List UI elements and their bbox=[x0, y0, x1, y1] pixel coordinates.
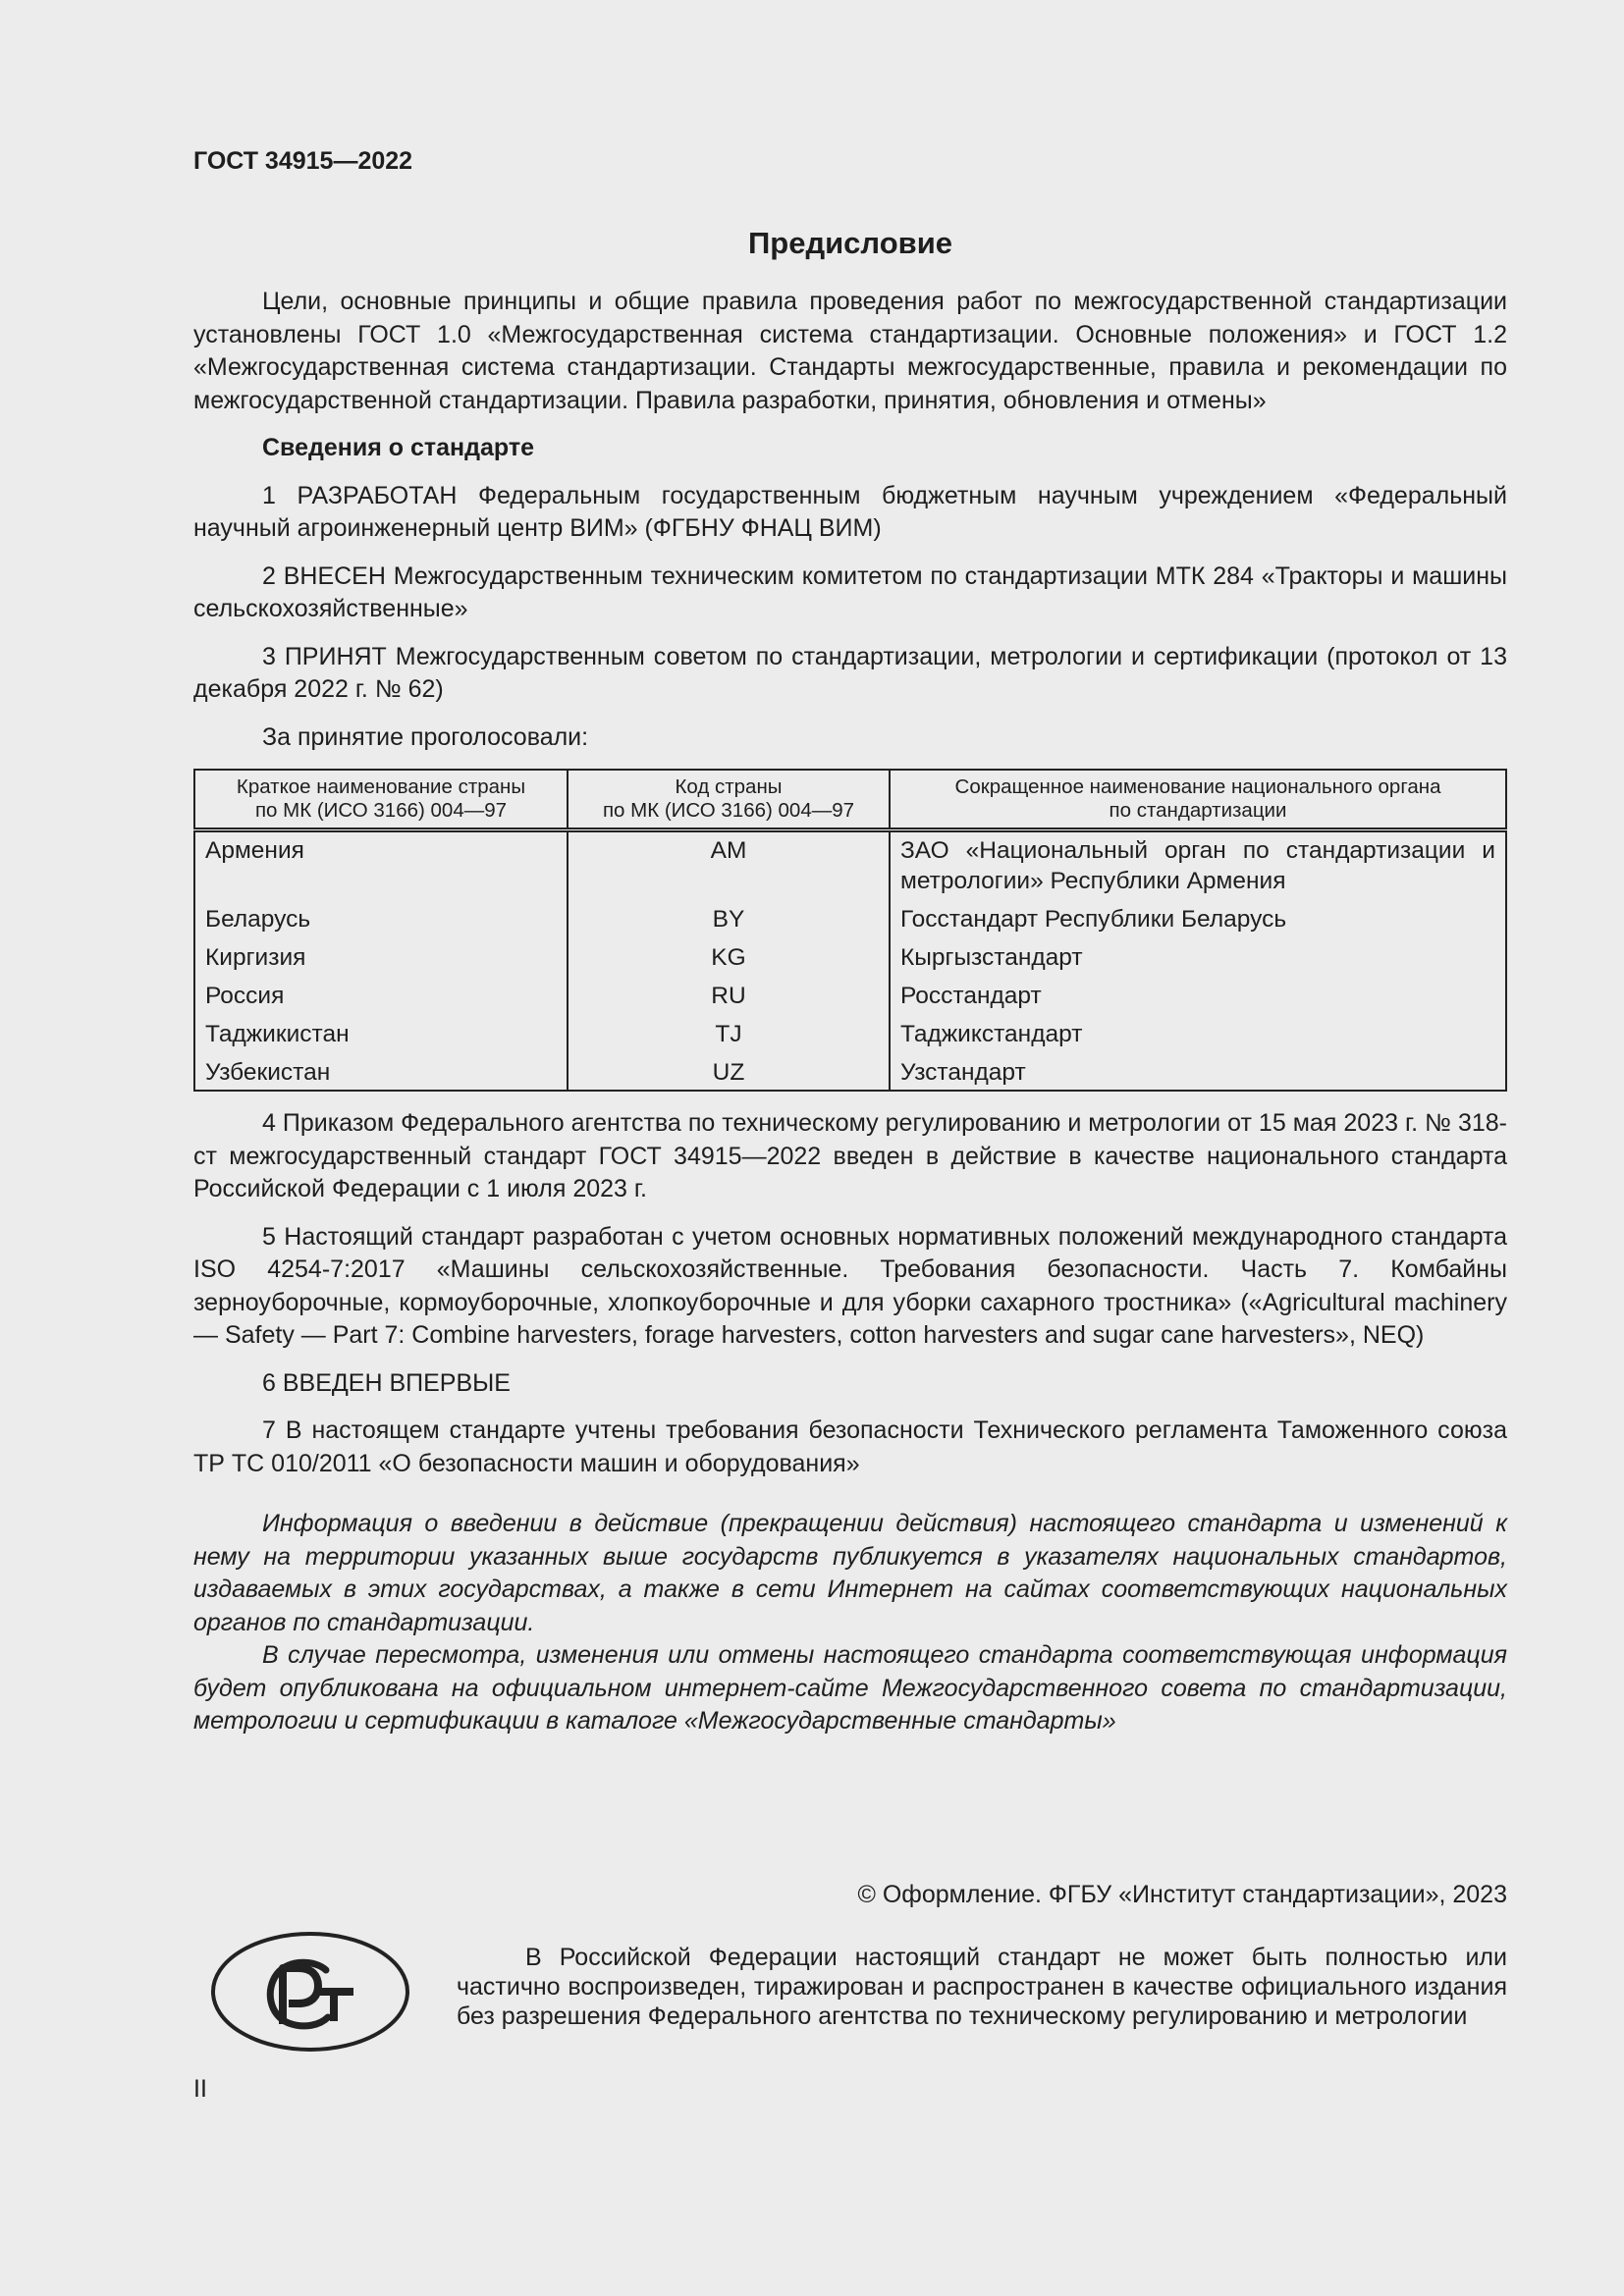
cell-code: TJ bbox=[568, 1011, 890, 1049]
page-title: Предисловие bbox=[747, 226, 952, 260]
table-header-row bbox=[194, 770, 1506, 830]
cell-body: Таджикстандарт bbox=[890, 1011, 1506, 1049]
main-content bbox=[193, 286, 1507, 1738]
cell-country: Киргизия bbox=[194, 934, 568, 973]
info-heading: Сведения о стандарте bbox=[262, 434, 535, 461]
cell-body: Узстандарт bbox=[890, 1049, 1506, 1091]
document-id-header: ГОСТ 34915—2022 bbox=[193, 147, 413, 175]
header-country-name: Краткое наименование страны по МК (ИСО 3166) 004—97 bbox=[194, 770, 568, 830]
intro-paragraph: Цели, основные принципы и общие правила проведения работ по межгосударственной стандартизации установлены ГОСТ 1.0 «Межгосударственная система стандартизации. Основные положения» и ГОСТ 1.2 «Межгосударственная система стандартизации. Стандарты межгосударственные, правила и рекомендации по межгосударственной стандартизации. Правила разработки, принятия, обновления и отмены» bbox=[193, 288, 1507, 414]
item-7-paragraph: 7 В настоящем стандарте учтены требования безопасности Технического регламента Таможенного союза ТР ТС 010/2011 «О безопасности машин и оборудования» bbox=[193, 1416, 1507, 1477]
rst-logo-icon bbox=[210, 1931, 410, 2053]
header-national-body: Сокращенное наименование национального органа по стандартизации bbox=[890, 770, 1506, 830]
cell-code: AM bbox=[568, 830, 890, 897]
cell-country: Узбекистан bbox=[194, 1049, 568, 1091]
legal-notice: В Российской Федерации настоящий стандарт не может быть полностью или частично воспроизведен, тиражирован и распространен в качестве официального издания без разрешения Федерального агентства по техническому регулированию и метрологии bbox=[457, 1944, 1507, 2030]
cell-body: Росстандарт bbox=[890, 973, 1506, 1011]
cell-body: Кыргызстандарт bbox=[890, 934, 1506, 973]
cell-country: Армения bbox=[194, 830, 568, 897]
cell-country: Россия bbox=[194, 973, 568, 1011]
table-row bbox=[194, 830, 1506, 897]
cell-body: Госстандарт Республики Беларусь bbox=[890, 896, 1506, 934]
cell-code: KG bbox=[568, 934, 890, 973]
note-info-paragraph: Информация о введении в действие (прекращении действия) настоящего стандарта и изменений к нему на территории указанных выше государств публикуется в указателях национальных стандартов, издаваемых в этих государствах, а также в сети Интернет на сайтах соответствующих национальных органов по стандартизации. bbox=[193, 1510, 1507, 1636]
cell-country: Беларусь bbox=[194, 896, 568, 934]
page-number: II bbox=[193, 2075, 207, 2103]
copyright-line: © Оформление. ФГБУ «Институт стандартизации», 2023 bbox=[857, 1881, 1507, 1908]
header-country-code: Код страны по МК (ИСО 3166) 004—97 bbox=[568, 770, 890, 830]
item-5-paragraph: 5 Настоящий стандарт разработан с учетом основных нормативных положений международного стандарта ISO 4254-7:2017 «Машины сельскохозяйственные. Требования безопасности. Часть 7. Комбайны зерноуборочные, кормоуборочные, хлопкоуборочные и для уборки сахарного тростника» («Agricultural machinery — Safety — Part 7: Combine harvesters, forage harvesters, cotton harvesters and sugar cane harvesters», NEQ) bbox=[193, 1222, 1507, 1349]
table-row bbox=[194, 973, 1506, 1011]
item-4-paragraph: 4 Приказом Федерального агентства по техническому регулированию и метрологии от 15 мая 2023 г. № 318-ст межгосударственный стандарт ГОСТ 34915—2022 введен в действие в качестве национального стандарта Российской Федерации с 1 июля 2023 г. bbox=[193, 1109, 1507, 1202]
voted-label: За принятие проголосовали: bbox=[262, 722, 589, 751]
cell-code: UZ bbox=[568, 1049, 890, 1091]
table-row bbox=[194, 1011, 1506, 1049]
cell-code: BY bbox=[568, 896, 890, 934]
note-revision-paragraph: В случае пересмотра, изменения или отмены настоящего стандарта соответствующая информация будет опубликована на официальном интернет-сайте Межгосударственного совета по стандартизации, метрологии и сертификации в каталоге «Межгосударственные стандарты» bbox=[193, 1641, 1507, 1735]
item-3-paragraph: 3 ПРИНЯТ Межгосударственным советом по стандартизации, метрологии и сертификации (протокол от 13 декабря 2022 г. № 62) bbox=[193, 642, 1507, 703]
item-2-paragraph: 2 ВНЕСЕН Межгосударственным техническим комитетом по стандартизации МТК 284 «Тракторы и машины сельскохозяйственные» bbox=[193, 561, 1507, 622]
cell-code: RU bbox=[568, 973, 890, 1011]
table-row bbox=[194, 934, 1506, 973]
table-row bbox=[194, 1049, 1506, 1091]
item-6-paragraph: 6 ВВЕДЕН ВПЕРВЫЕ bbox=[262, 1368, 511, 1397]
cell-country: Таджикистан bbox=[194, 1011, 568, 1049]
cell-body: ЗАО «Национальный орган по стандартизации и метрологии» Республики Армения bbox=[890, 830, 1506, 897]
item-1-paragraph: 1 РАЗРАБОТАН Федеральным государственным бюджетным научным учреждением «Федеральный научный агроинженерный центр ВИМ» (ФГБНУ ФНАЦ ВИМ) bbox=[193, 481, 1507, 542]
table-row bbox=[194, 896, 1506, 934]
voting-table bbox=[193, 769, 1507, 1092]
